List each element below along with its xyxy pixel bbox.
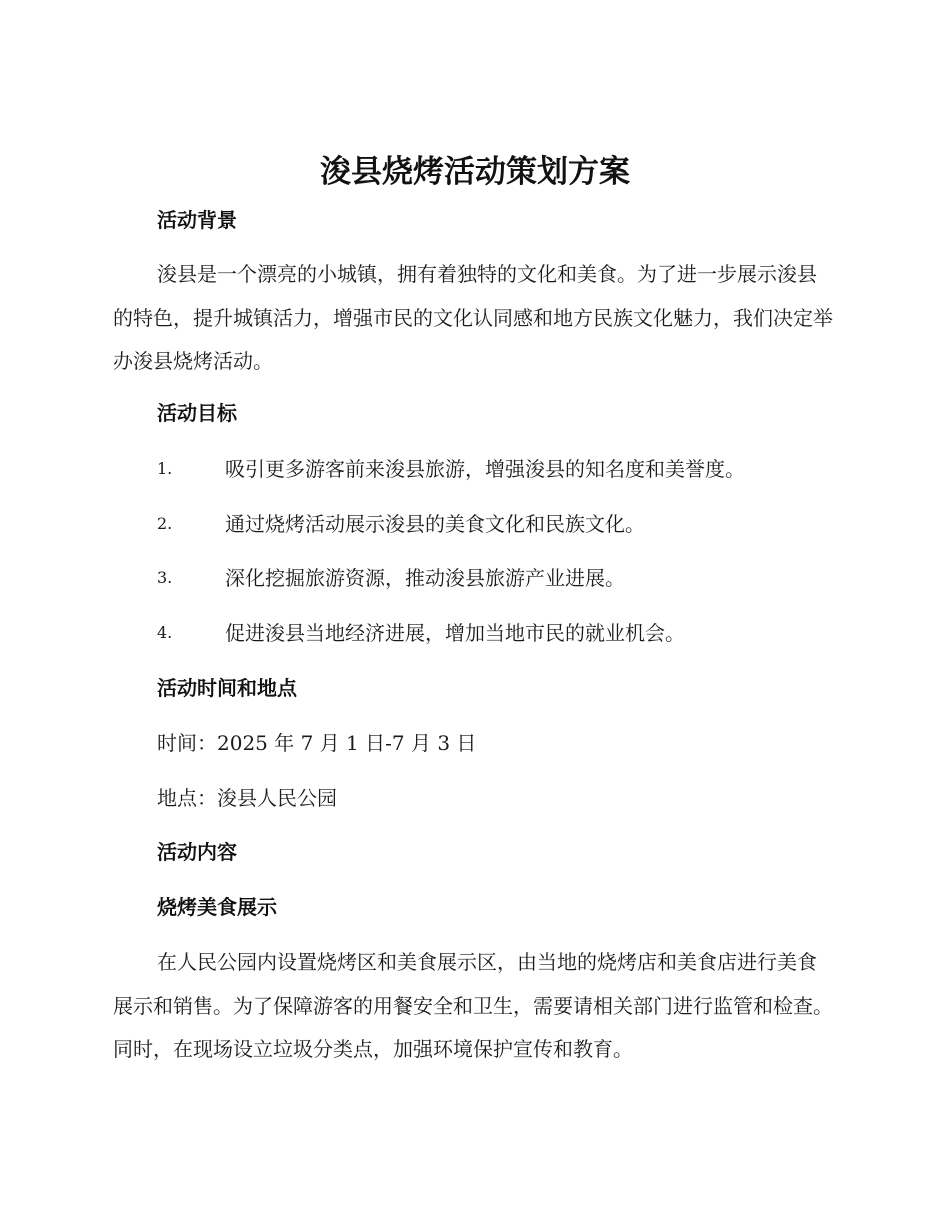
background-paragraph: 浚县是一个漂亮的小城镇，拥有着独特的文化和美食。为了进一步展示浚县的特色，提升城镇活力，增强市民的文化认同感和地方民族文化魅力，我们决定举办浚县烧烤活动。 <box>113 262 833 373</box>
content-paragraph: 在人民公园内设置烧烤区和美食展示区，由当地的烧烤店和美食店进行美食展示和销售。为了保障游客的用餐安全和卫生，需要请相关部门进行监管和检查。同时，在现场设立垃圾分类点，加强环境保护宣传和教育。 <box>113 950 833 1061</box>
list-number: 4. <box>157 623 173 642</box>
list-number: 1. <box>157 459 173 478</box>
subsection-heading-bbq-food: 烧烤美食展示 <box>157 895 277 919</box>
event-place: 地点：浚县人民公园 <box>157 786 337 810</box>
section-heading-content: 活动内容 <box>157 840 237 864</box>
list-item-text: 深化挖掘旅游资源，推动浚县旅游产业进展。 <box>225 566 625 590</box>
list-item-text: 通过烧烤活动展示浚县的美食文化和民族文化。 <box>225 512 645 536</box>
document-title: 浚县烧烤活动策划方案 <box>320 154 630 190</box>
section-heading-time-place: 活动时间和地点 <box>157 676 297 700</box>
event-time: 时间：2025 年 7 月 1 日-7 月 3 日 <box>157 731 477 755</box>
section-heading-background: 活动背景 <box>157 208 237 232</box>
section-heading-goals: 活动目标 <box>157 401 237 425</box>
list-number: 2. <box>157 514 173 533</box>
list-number: 3. <box>157 568 173 587</box>
list-item-text: 吸引更多游客前来浚县旅游，增强浚县的知名度和美誉度。 <box>225 457 745 481</box>
list-item-text: 促进浚县当地经济进展，增加当地市民的就业机会。 <box>225 621 685 645</box>
